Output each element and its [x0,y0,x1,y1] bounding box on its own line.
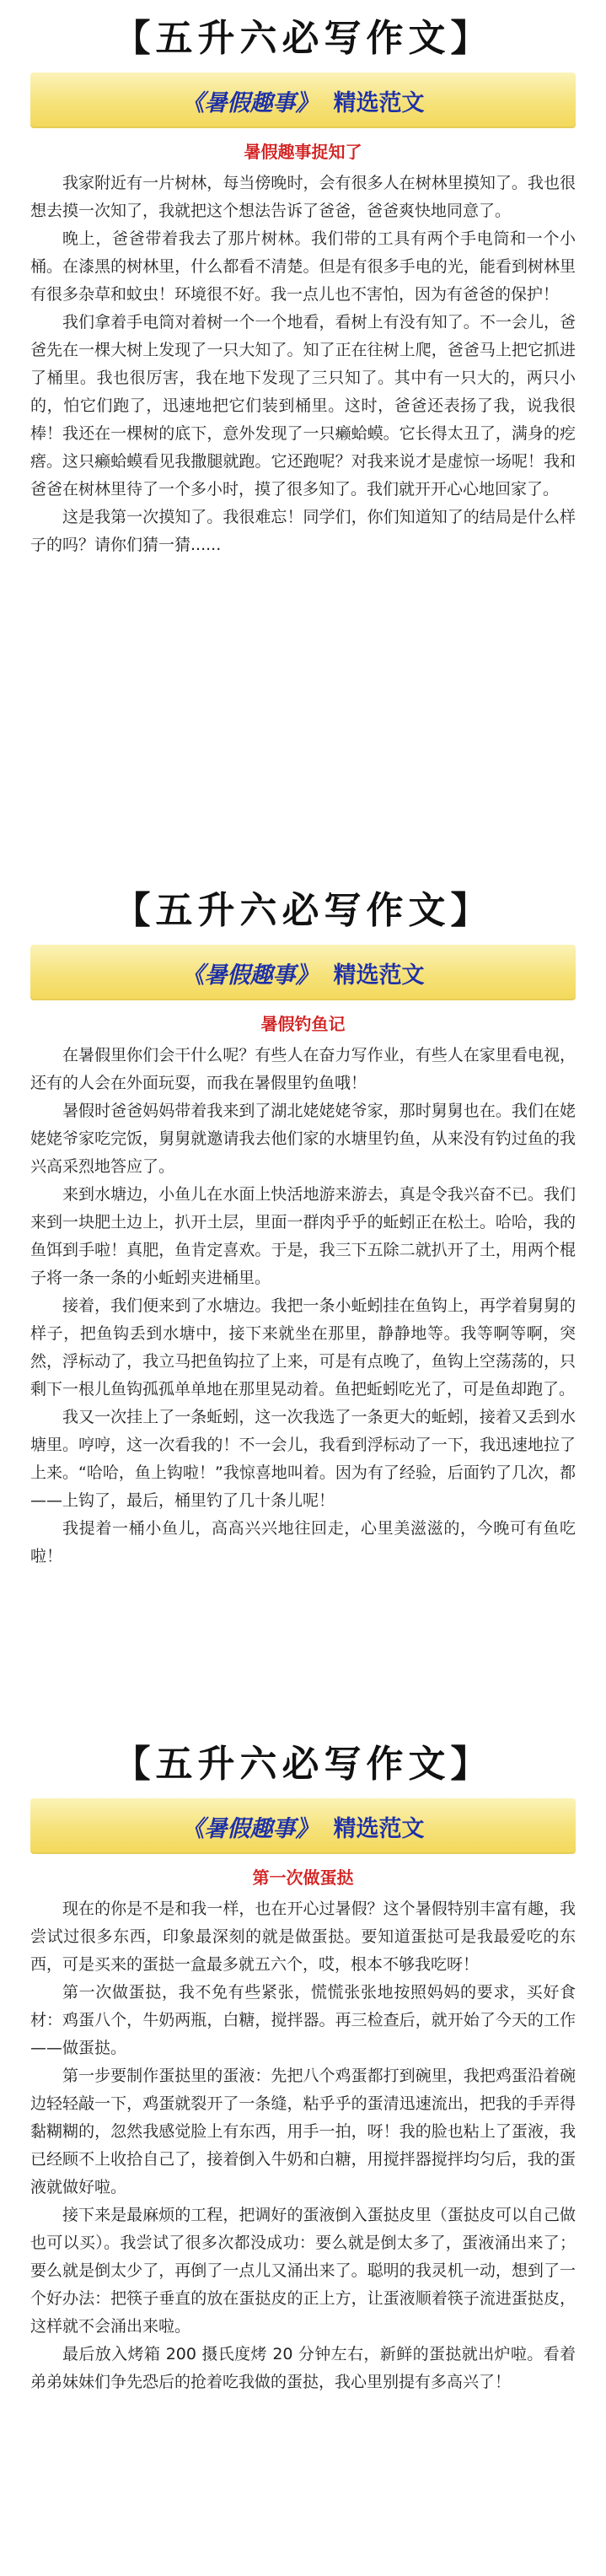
essay-paragraph: 暑假时爸爸妈妈带着我来到了湖北姥姥姥爷家，那时舅舅也在。我们在姥姥姥爷家吃完饭，舅舅就邀请我去他们家的水塘里钓鱼，从来没有钓过鱼的我兴高采烈地答应了。 [30,1102,576,1176]
essay-paragraph: 来到水塘边，小鱼儿在水面上快活地游来游去，真是令我兴奋不已。我们来到一块肥土边上，扒开土层，里面一群肉乎乎的蚯蚓正在松土。哈哈，我的鱼饵到手啦！真肥，鱼肯定喜欢。于是，我三下五除二就扒开了土，用两个棍子将一条一条的小蚯蚓夹进桶里。 [30,1185,576,1287]
essay-banner [30,945,576,1000]
essay-paragraph: 第一次做蛋挞，我不免有些紧张，慌慌张张地按照妈妈的要求，买好食材：鸡蛋八个，牛奶两瓶，白糖，搅拌器。再三检查后，就开始了今天的工作——做蛋挞。 [30,1983,576,2057]
essay-banner [30,73,576,128]
banner-quoted-title: 《暑假趣事》 [181,89,319,116]
banner-quoted-title: 《暑假趣事》 [181,1815,319,1842]
essay-paragraph: 我们拿着手电筒对着树一个一个地看，看树上有没有知了。不一会儿，爸爸先在一棵大树上发现了一只大知了。知了正在往树上爬，爸爸马上把它抓进了桶里。我也很厉害，我在地下发现了三只知了。其中有一只大的，两只小的，怕它们跑了，迅速地把它们装到桶里。这时，爸爸还表扬了我，说我很棒！我还在一棵树的底下，意外发现了一只癞蛤蟆。它长得太丑了，满身的疙瘩。这只癞蛤蟆看见我撒腿就跑。它还跑呢？对我来说才是虚惊一场呢！我和爸爸在树林里待了一个多小时，摸了很多知了。我们就开开心心地回家了。 [30,313,576,498]
essay-paragraph: 在暑假里你们会干什么呢？有些人在奋力写作业，有些人在家里看电视，还有的人会在外面玩耍，而我在暑假里钓鱼哦！ [30,1046,576,1092]
essay-paragraph: 晚上，爸爸带着我去了那片树林。我们带的工具有两个手电筒和一个小桶。在漆黑的树林里，什么都看不清楚。但是有很多手电的光，能看到树林里有很多杂草和蚊虫！环境很不好。我一点儿也不害怕，因为有爸爸的保护！ [30,229,576,304]
section-header-title: 【五升六必写作文】 [113,889,493,932]
essay-body [0,1895,606,2396]
section-header-title: 【五升六必写作文】 [113,1743,493,1786]
essay-section [0,884,606,1571]
essay-paragraph: 最后放入烤箱 200 摄氏度烤 20 分钟左右，新鲜的蛋挞就出炉啦。看着弟弟妹妹们争先恐后的抢着吃我做的蛋挞，我心里别提有多高兴了！ [30,2345,576,2391]
essay-body [0,170,606,559]
banner-suffix: 精选范文 [333,89,425,116]
essay-paragraph: 接着，我们便来到了水塘边。我把一条小蚯蚓挂在鱼钩上，再学着舅舅的样子，把鱼钩丢到水塘中，接下来就坐在那里，静静地等。我等啊等啊，突然，浮标动了，我立马把鱼钩拉了上来，可是有点晚了，鱼钩上空荡荡的，只剩下一根儿鱼钩孤孤单单地在那里晃动着。鱼把蚯蚓吃光了，可是鱼却跑了。 [30,1296,576,1398]
essay-paragraph: 我家附近有一片树林，每当傍晚时，会有很多人在树林里摸知了。我也很想去摸一次知了，我就把这个想法告诉了爸爸，爸爸爽快地同意了。 [30,174,576,220]
essay-paragraph: 我又一次挂上了一条蚯蚓，这一次我选了一条更大的蚯蚓，接着又丢到水塘里。哼哼，这一次看我的！不一会儿，我看到浮标动了一下，我迅速地拉了上来。“哈哈，鱼上钩啦！”我惊喜地叫着。因为有了经验，后面钓了几次，都——上钩了，最后，桶里钓了几十条儿呢！ [30,1408,576,1510]
banner-quoted-title: 《暑假趣事》 [181,962,319,989]
essay-section [0,12,606,559]
banner-suffix: 精选范文 [333,1815,425,1842]
essay-paragraph: 现在的你是不是和我一样，也在开心过暑假？这个暑假特别丰富有趣，我尝试过很多东西，印象最深刻的就是做蛋挞。要知道蛋挞可是我最爱吃的东西，可是买来的蛋挞一盒最多就五六个，哎，根本不够我吃呀！ [30,1900,576,1974]
banner-suffix: 精选范文 [333,962,425,989]
essay-title: 暑假趣事捉知了 [244,142,362,162]
essay-banner [30,1798,576,1854]
essay-body [0,1042,606,1571]
essay-title: 暑假钓鱼记 [260,1014,346,1034]
essay-title: 第一次做蛋挞 [252,1867,354,1888]
essay-paragraph: 第一步要制作蛋挞里的蛋液：先把八个鸡蛋都打到碗里，我把鸡蛋沿着碗边轻轻敲一下，鸡蛋就裂开了一条缝，粘乎乎的蛋清迅速流出，把我的手弄得黏糊糊的，忽然我感觉脸上有东西，用手一拍，呀！我的脸也粘上了蛋液，我已经顾不上收拾自己了，接着倒入牛奶和白糖，用搅拌器搅拌均匀后，我的蛋液就做好啦。 [30,2067,576,2196]
section-header-title: 【五升六必写作文】 [113,17,493,60]
essay-section [0,1738,606,2396]
essay-paragraph: 这是我第一次摸知了。我很难忘！同学们，你们知道知了的结局是什么样子的吗？请你们猜一猜...... [30,508,576,554]
essay-paragraph: 接下来是最麻烦的工程，把调好的蛋液倒入蛋挞皮里（蛋挞皮可以自己做也可以买）。我尝试了很多次都没成功：要么就是倒太多了，蛋液涌出来了；要么就是倒太少了，再倒了一点儿又涌出来了。聪明的我灵机一动，想到了一个好办法：把筷子垂直的放在蛋挞皮的正上方，让蛋液顺着筷子流进蛋挞皮，这样就不会涌出来啦。 [30,2206,576,2336]
essay-paragraph: 我提着一桶小鱼儿，高高兴兴地往回走，心里美滋滋的，今晚可有鱼吃啦！ [30,1519,576,1566]
